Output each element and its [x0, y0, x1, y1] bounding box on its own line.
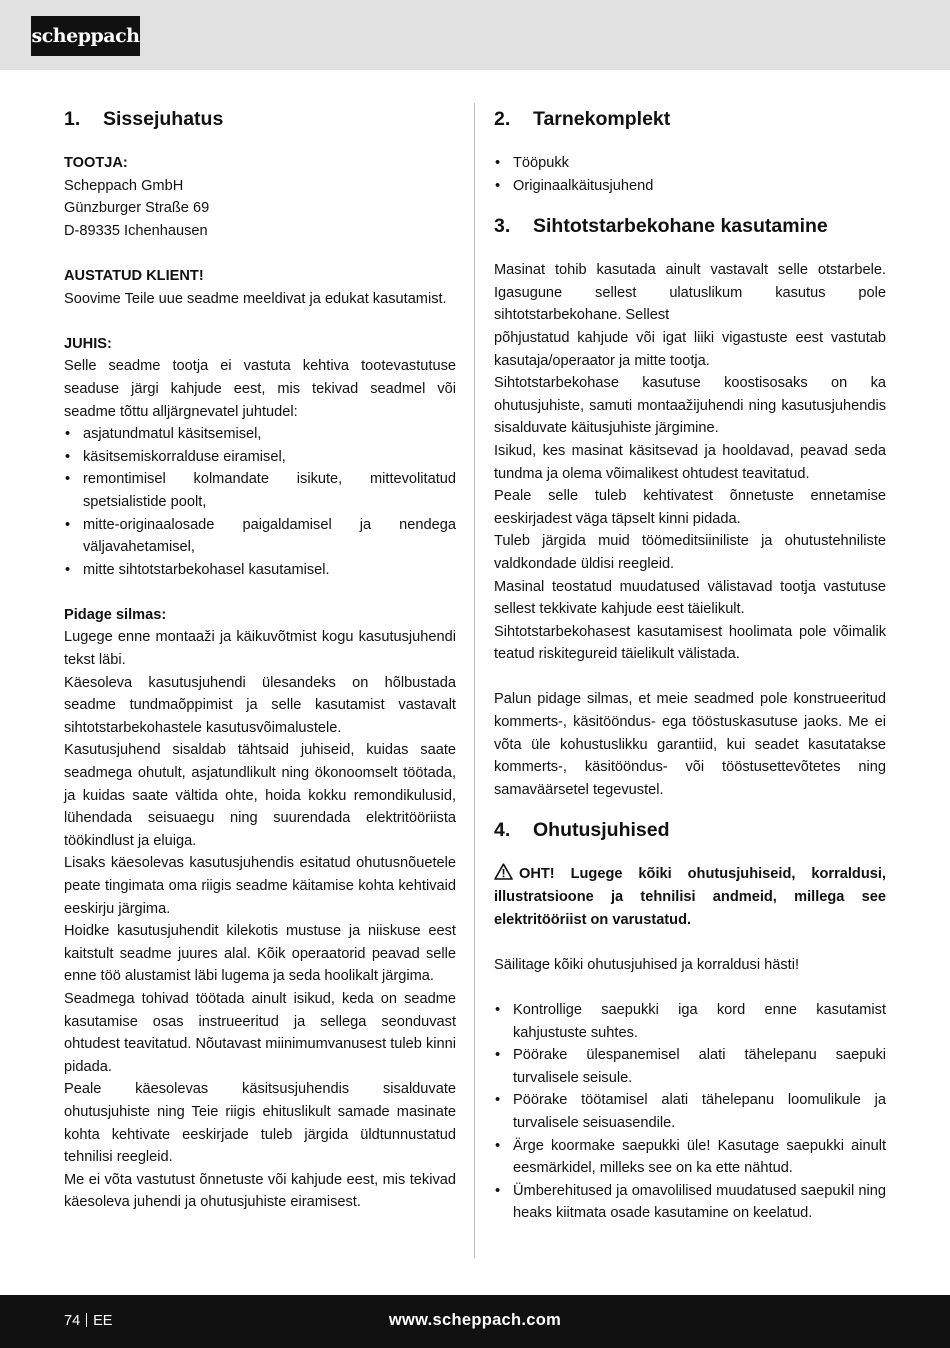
bullet-icon: •	[495, 1002, 501, 1018]
paragraph: Isikud, kes masinat käsitsevad ja hooldavad, peavad seda tundma ja olema võimalikest ohtudest teavitatud.	[494, 442, 886, 482]
bullet-icon: •	[65, 471, 71, 488]
header-bar	[0, 0, 950, 70]
bullet-icon: •	[495, 1137, 501, 1154]
bullet-icon: •	[65, 448, 71, 465]
mind-label: Pidage silmas:	[64, 606, 167, 623]
paragraph: Tuleb järgida muid töömeditsiiniliste ja ohutustehniliste valdkondade üldisi reegleid.	[494, 533, 886, 572]
safety-list	[494, 999, 886, 1225]
bullet-icon: •	[495, 177, 501, 194]
website-link[interactable]: www.scheppach.com	[388, 1311, 562, 1329]
logo-text: scheppach	[31, 25, 140, 47]
note-text: Selle seadme tootja ei vastuta kehtiva tootevastutuse seaduse järgi kahjude eest, mis tekivad seadmel või seadme tõttu alljärgnevatel juhtudel:	[64, 358, 456, 420]
left-column	[64, 106, 456, 1214]
section-heading-delivery: 2. Tarnekomplekt	[494, 108, 671, 130]
maker-line: Günzburger Straße 69	[64, 200, 210, 217]
paragraph: Sihtotstarbekohasest kasutamisest hoolimata pole võimalik teatud riskitegureid täielikult välistada.	[494, 623, 886, 663]
footer-bar	[0, 1295, 950, 1348]
bullet-icon: •	[65, 561, 71, 578]
commercial-note: Palun pidage silmas, et meie seadmed pole konstrueeritud kommerts-, käsitööndus- ega tööstuskasutuse jaoks. Me ei võta üle kohustuslikku garantiid, kui seadet kasutatakse kommerts-, käsitööndus- või tööstusettevõtetes ning samaväärsetel tegevustel.	[494, 691, 886, 798]
client-label: AUSTATUD KLIENT!	[64, 267, 204, 284]
list-item: • Tööpukk	[494, 152, 886, 175]
paragraph: Hoidke kasutusjuhendit kilekotis mustuse ja niiskuse eest kaitstult seadme juures alal. Kõik operaatorid peavad selle enne töö alustamist läbi lugema ja seda hoolikalt järgima.	[64, 923, 456, 985]
scheppach-logo	[31, 16, 140, 56]
paragraph: Lugege enne montaaži ja käikuvõtmist kogu kasutusjuhendi tekst läbi.	[64, 629, 456, 669]
list-item: • käsitsemiskorralduse eiramisel,	[64, 446, 456, 469]
list-item: • mitte-originaalosade paigaldamisel ja nendega väljavahetamisel,	[64, 514, 456, 559]
bullet-icon: •	[495, 1182, 501, 1199]
note-list	[64, 423, 456, 581]
page-number: 74	[64, 1313, 81, 1329]
list-item: • Pöörake töötamisel alati tähelepanu loomulikule ja turvalisele seisuasendile.	[494, 1089, 886, 1134]
list-item: • remontimisel kolmandate isikute, mittevolitatud spetsialistide poolt,	[64, 468, 456, 513]
column-divider	[474, 103, 475, 1258]
language-code: EE	[93, 1313, 113, 1329]
list-item: • Kontrollige saepukki iga kord enne kasutamist kahjustuste suhtes.	[494, 999, 886, 1044]
right-column	[494, 106, 886, 1225]
paragraph: põhjustatud kahjude või igat liiki vigastuste eest vastutab kasutaja/operaator ja mitte tootja.	[494, 329, 886, 369]
list-item: • Pöörake ülespanemisel alati tähelepanu saepuki turvalisele seisule.	[494, 1044, 886, 1089]
list-item: • asjatundmatul käsitsemisel,	[64, 423, 456, 446]
section-heading-intended-use: 3. Sihtotstarbekohane kasutamine	[494, 215, 828, 238]
maker-line: Scheppach GmbH	[64, 177, 184, 194]
bullet-icon: •	[495, 155, 501, 171]
paragraph: Peale käesolevas käsitsusjuhendis sisalduvate ohutusjuhiste ning Teie riigis ehituslikult samade masinate kohta kehtivate eeskirjade tuleb järgida üldtunnustatud tehnilisi reegleid.	[64, 1081, 456, 1166]
paragraph: Masinat tohib kasutada ainult vastavalt selle otstarbele. Igasugune sellest ulatuslikum kasutus pole sihtotstarbekohane. Sellest	[494, 262, 886, 324]
bullet-icon: •	[495, 1092, 501, 1109]
paragraph: Masinal teostatud muudatused välistavad tootja vastutuse sellest tekkivate kahjude eest täielikult.	[494, 578, 886, 618]
bullet-icon: •	[65, 426, 71, 443]
paragraph: Me ei võta vastutust õnnetuste või kahjude eest, mis tekivad käesoleva juhendi ja ohutusjuhiste eiramisest.	[64, 1171, 456, 1211]
warning-triangle-icon	[494, 863, 513, 880]
warning-paragraph: OHT! Lugege kõiki ohutusjuhiseid, korraldusi, illustratsioone ja tehnilisi andmeid, millega see elektritööriist on varustatud.	[494, 863, 886, 931]
list-item: • Originaalkäitusjuhend	[494, 175, 886, 198]
maker-label: TOOTJA:	[64, 155, 128, 171]
list-item: • Ümberehitused ja omavolilised muudatused saepukil ning heaks kiitmata osade kasutamine on keelatud.	[494, 1180, 886, 1225]
bullet-icon: •	[65, 516, 71, 533]
paragraph: Peale selle tuleb kehtivatest õnnetuste ennetamise eeskirjadest väga täpselt kinni pidada.	[494, 488, 886, 527]
client-text: Soovime Teile uue seadme meeldivat ja edukat kasutamist.	[64, 290, 447, 307]
paragraph: Seadmega tohivad töötada ainult isikud, keda on seadme kasutamise osas instrueeritud ja sellega seonduvast ohtudest teavitatud. Nõutavast miinimumvanusest tuleb kinni pidada.	[64, 990, 456, 1075]
section-heading-safety: 4. Ohutusjuhised	[494, 819, 670, 842]
delivery-list	[494, 152, 886, 197]
maker-line: D-89335 Ichenhausen	[64, 222, 208, 239]
keep-instructions: Säilitage kõiki ohutusjuhised ja korraldusi hästi!	[494, 956, 800, 973]
list-item: • mitte sihtotstarbekohasel kasutamisel.	[64, 559, 456, 582]
paragraph: Kasutusjuhend sisaldab tähtsaid juhiseid, kuidas saate seadmega ohutult, asjatundlikult ning ökonoomselt töötada, ja kuidas saate vältida ohte, hoida kokku remondikulusid, lühendada seisuaegu ning suurendada elektritööriista töökindlust ja eluiga.	[64, 742, 456, 849]
paragraph: Sihtotstarbekohase kasutuse koostisosaks on ka ohutusjuhiste, samuti montaažijuhendi ning kasutusjuhendis sisalduvate käitusjuhiste järgimine.	[494, 375, 886, 437]
bullet-icon: •	[495, 1047, 501, 1064]
paragraph: Käesoleva kasutusjuhendi ülesandeks on hõlbustada seadme tundmaõppimist ja selle kasutamist vastavalt sihtotstarbekohastele kasutusvõimalustele.	[64, 674, 456, 736]
note-label: JUHIS:	[64, 335, 112, 352]
section-heading-introduction: 1. Sissejuhatus	[64, 108, 224, 130]
paragraph: Lisaks käesolevas kasutusjuhendis esitatud ohutusnõuetele peate tingimata oma riigis seadme käitamise kohta kehtivaid eeskirju järgima.	[64, 855, 456, 917]
list-item: • Ärge koormake saepukki üle! Kasutage saepukki ainult eesmärkidel, milleks see on ka ette nähtud.	[494, 1135, 886, 1180]
